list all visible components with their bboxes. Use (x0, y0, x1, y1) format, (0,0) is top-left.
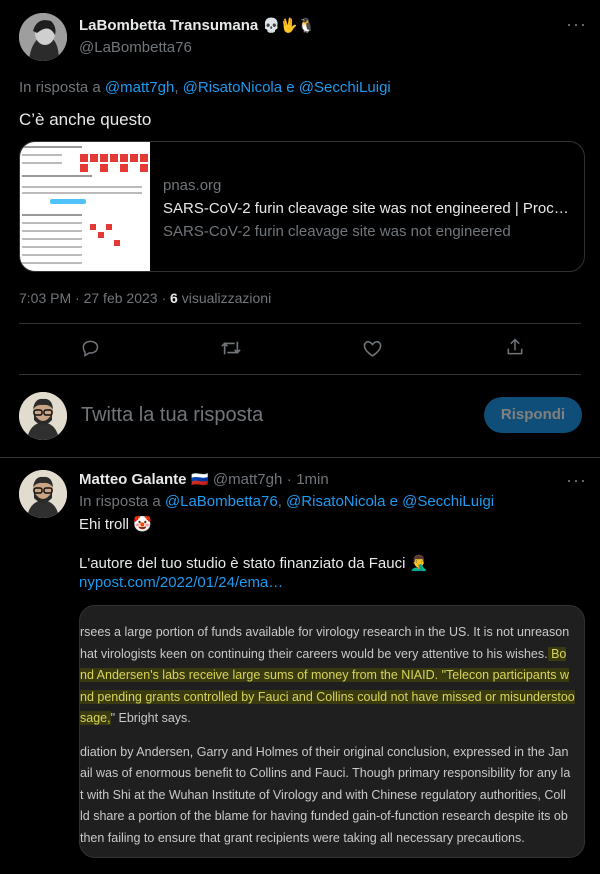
link-card-text (163, 177, 578, 240)
quote-line: nd pending grants controlled by Fauci and Collins could not have missed or misunderstoo (80, 689, 575, 704)
author-name[interactable]: LaBombetta Transumana (79, 17, 259, 34)
quote-line: ail was of enormous benefit to Collins and Fauci. Though primary responsibility for any la (80, 766, 571, 780)
spacer (80, 730, 585, 742)
mention-secchiluigi[interactable]: @SecchiLuigi (298, 79, 391, 96)
reply-link[interactable]: nypost.com/2022/01/24/ema… (79, 574, 284, 591)
reply-text-line1: Ehi troll 🤡 (79, 516, 152, 533)
mention-risatonicola[interactable]: @RisatoNicola (286, 493, 386, 510)
mention-matt7gh[interactable]: @matt7gh (104, 79, 175, 96)
mention-labombetta76[interactable]: @LaBombetta76 (164, 493, 278, 510)
quote-line: then failing to ensure that grant recipients were taking all necessary precautions. (80, 830, 525, 845)
avatar-image (19, 13, 67, 61)
flag-icon: 🇷🇺 (190, 471, 209, 487)
mention-secchiluigi[interactable]: @SecchiLuigi (402, 493, 495, 510)
reply-icon[interactable] (80, 338, 100, 358)
like-icon[interactable] (362, 338, 383, 358)
divider (19, 323, 581, 324)
tweet-text: C’è anche questo (19, 110, 152, 129)
quote-line: rsees a large portion of funds available for virology research in the US. It is not unreason (80, 625, 570, 639)
reply-author-avatar[interactable] (19, 470, 67, 518)
reply-author-name[interactable]: Matteo Galante (79, 471, 187, 488)
reply-time[interactable]: 1min (296, 471, 329, 488)
tweet-meta: 7:03 PM · 27 feb 2023 · 6 visualizzazioni (19, 290, 272, 306)
avatar-image (19, 470, 67, 518)
tweet-date[interactable]: 27 feb 2023 (83, 290, 158, 306)
more-options-icon[interactable]: ··· (566, 14, 587, 34)
author-emojis: 💀🖖🐧 (262, 17, 315, 33)
quote-line: ld share a portion of the blame for having funded gain-of-function research despite its ob (80, 809, 568, 823)
tweet-time[interactable]: 7:03 PM (19, 290, 72, 306)
author-handle[interactable]: @LaBombetta76 (79, 39, 192, 56)
quote-line: hat virologists keen on continuing their careers would be very attentive to his wishes. Bo (80, 646, 567, 661)
link-card-thumbnail (20, 142, 150, 271)
divider (19, 374, 581, 375)
link-card-description: SARS-CoV-2 furin cleavage site was not engineered (163, 223, 511, 240)
reply-context: In risposta a @matt7gh, @RisatoNicola e @SecchiLuigi (19, 79, 391, 96)
article-screenshot (80, 622, 585, 849)
section-divider (0, 457, 600, 458)
author-avatar[interactable] (19, 13, 67, 61)
reply-header: Matteo Galante 🇷🇺 @matt7gh · 1min (79, 471, 329, 488)
link-card-title: SARS-CoV-2 furin cleavage site was not engineered | Proc… (163, 200, 569, 217)
reply-button[interactable]: Rispondi (484, 397, 582, 433)
avatar-image (19, 392, 67, 440)
link-card-domain: pnas.org (163, 177, 222, 194)
more-options-icon[interactable]: ··· (566, 470, 587, 490)
views-label: visualizzazioni (181, 290, 272, 306)
reply-text-line2: L'autore del tuo studio è stato finanziato da Fauci 🤦‍♂️ (79, 555, 429, 572)
reply-image[interactable] (79, 605, 585, 858)
author-name-row (79, 17, 315, 35)
reply-context: In risposta a @LaBombetta76, @RisatoNicola e @SecchiLuigi (79, 493, 495, 510)
quote-line: diation by Andersen, Garry and Holmes of their original conclusion, expressed in the Jan (80, 744, 569, 759)
quote-line: nd Andersen's labs receive large sums of money from the NIAID. "Telecon participants w (80, 668, 569, 682)
mention-risatonicola[interactable]: @RisatoNicola (182, 79, 283, 96)
link-card[interactable] (19, 141, 585, 272)
views-count: 6 (170, 290, 178, 306)
reply-author-handle[interactable]: @matt7gh (212, 471, 283, 488)
quote-line: sage," Ebright says. (80, 711, 191, 725)
compose-input[interactable]: Twitta la tua risposta (81, 404, 264, 426)
quote-line: t with Shi at the Wuhan Institute of Virology and with Chinese regulatory authorities, Coll (80, 787, 566, 802)
retweet-icon[interactable] (220, 338, 242, 358)
share-icon[interactable] (505, 337, 525, 357)
my-avatar[interactable] (19, 392, 67, 440)
